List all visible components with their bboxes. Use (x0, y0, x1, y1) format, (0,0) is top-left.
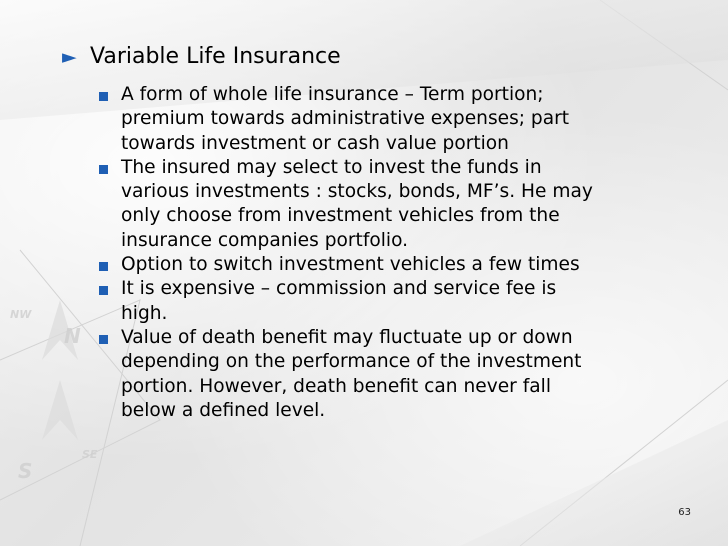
bullet-item (97, 326, 657, 423)
square-bullet-icon (99, 262, 108, 271)
bullet-line: Option to switch investment vehicles a few times (121, 254, 580, 276)
bullet-line: depending on the performance of the investment (121, 351, 582, 373)
square-bullet-icon (99, 335, 108, 344)
bullet-line: premium towards administrative expenses; part (121, 108, 570, 130)
bullet-line: It is expensive – commission and service fee is (121, 278, 557, 300)
bullet-line: towards investment or cash value portion (121, 132, 509, 154)
bullet-line: below a defined level. (121, 399, 326, 421)
svg-text:N: N (64, 324, 81, 348)
svg-text:S: S (18, 459, 33, 483)
square-bullet-icon (99, 92, 108, 101)
bullet-item (97, 253, 657, 277)
bullet-line: A form of whole life insurance – Term portion; (121, 84, 544, 105)
svg-text:NW: NW (10, 308, 32, 321)
page-number: 63 (678, 507, 691, 518)
square-bullet-icon (99, 286, 108, 295)
bullet-line: high. (121, 302, 168, 324)
bullet-line: various investments : stocks, bonds, MF’s. He may (121, 181, 593, 203)
bullet-line: insurance companies portfolio. (121, 229, 409, 251)
slide-title: Variable Life Insurance (90, 44, 341, 69)
bullet-line: portion. However, death benefit can never fall (121, 375, 551, 397)
bullet-item (97, 277, 657, 326)
bullet-line: The insured may select to invest the funds in (121, 156, 542, 178)
bullet-line: Value of death benefit may fluctuate up or down (121, 326, 573, 348)
square-bullet-icon (99, 165, 108, 174)
title-row (62, 44, 341, 70)
bullet-item (97, 83, 657, 156)
bullet-list (97, 83, 657, 423)
svg-text:SE: SE (82, 448, 98, 461)
bullet-line: only choose from investment vehicles from the (121, 205, 560, 227)
triangle-arrow-icon: ► (62, 46, 77, 68)
bullet-item (97, 156, 657, 253)
